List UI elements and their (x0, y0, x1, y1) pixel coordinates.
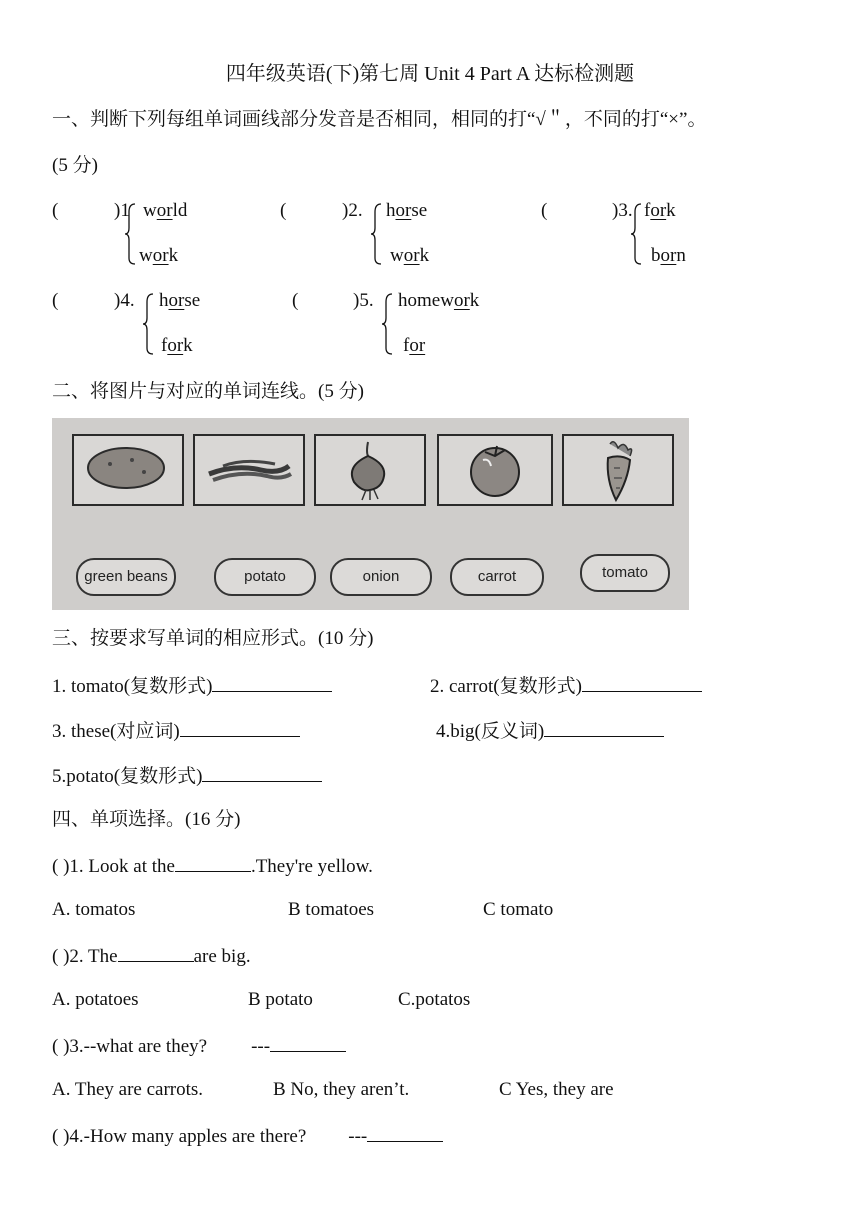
mc-1-option-c[interactable]: C tomato (483, 899, 554, 920)
item-5-number: )5. (353, 290, 374, 311)
section-1-heading: 一、判断下列每组单词画线部分发音是否相同，相同的打“√＂，不同的打“×”。 (52, 109, 707, 130)
section-3-heading: 三、按要求写单词的相应形式。(10 分) (52, 628, 374, 649)
item-3-word-2: born (651, 245, 686, 266)
brace-icon (370, 202, 382, 266)
answer-blank[interactable] (544, 718, 664, 737)
mc-3-option-a[interactable]: A. They are carrots. (52, 1079, 204, 1100)
green-beans-picture[interactable] (193, 434, 305, 506)
onion-picture[interactable] (314, 434, 426, 506)
answer-blank[interactable] (118, 943, 194, 962)
brace-icon (142, 292, 154, 356)
mc-3-stem: ( )3.--what are they? --- (52, 1033, 346, 1059)
q3-2: 2. carrot(复数形式) (430, 673, 702, 699)
item-4-number: )4. (114, 290, 135, 311)
item-5-word-2: for (403, 335, 426, 356)
q3-4: 4.big(反义词) (436, 718, 664, 744)
item-3-word-1: fork (644, 200, 676, 221)
page-title: 四年级英语(下)第七周 Unit 4 Part A 达标检测题 (225, 63, 635, 85)
item-1-word-2: work (139, 245, 179, 266)
brace-icon (630, 202, 642, 266)
q3-1: 1. tomato(复数形式) (52, 673, 332, 699)
item-2-paren: ( (280, 200, 287, 221)
tomato-picture[interactable] (437, 434, 553, 506)
item-1-paren: ( (52, 200, 59, 221)
section-1-score: (5 分) (52, 155, 98, 176)
item-2-word-1: horse (386, 200, 428, 221)
q3-3: 3. these(对应词) (52, 718, 300, 744)
mc-2-option-b[interactable]: B potato (248, 989, 313, 1010)
item-2-word-2: work (390, 245, 430, 266)
item-1-word-1: world (143, 200, 188, 221)
mc-3-option-b[interactable]: B No, they aren’t. (273, 1079, 410, 1100)
potato-icon (74, 436, 182, 504)
mc-3-option-c[interactable]: C Yes, they are (499, 1079, 614, 1100)
answer-blank[interactable] (202, 763, 322, 782)
item-4-word-2: fork (161, 335, 193, 356)
brace-icon (381, 292, 393, 356)
mc-1-stem: ( )1. Look at the .They're yellow. (52, 853, 373, 879)
green-beans-icon (195, 436, 303, 504)
brace-icon (124, 202, 136, 266)
carrot-picture[interactable] (562, 434, 674, 506)
mc-2-option-a[interactable]: A. potatoes (52, 989, 139, 1010)
mc-2-stem: ( )2. The are big. (52, 943, 251, 969)
item-2-number: )2. (342, 200, 363, 221)
mc-2-option-c[interactable]: C.potatos (398, 989, 471, 1010)
mc-1-option-b[interactable]: B tomatoes (288, 899, 375, 920)
item-3-number: )3. (612, 200, 633, 221)
answer-blank[interactable] (212, 673, 332, 692)
mc-4-stem: ( )4.-How many apples are there? --- (52, 1123, 443, 1149)
q3-5: 5.potato(复数形式) (52, 763, 322, 789)
tomato-icon (439, 436, 551, 504)
onion-icon (316, 436, 424, 504)
potato-picture[interactable] (72, 434, 184, 506)
mc-1-option-a[interactable]: A. tomatos (52, 899, 136, 920)
item-5-paren: ( (292, 290, 299, 311)
item-1-number: )1 (114, 200, 130, 221)
answer-blank[interactable] (582, 673, 702, 692)
word-cloud-potato[interactable]: potato (214, 558, 316, 596)
item-3-paren: ( (541, 200, 548, 221)
answer-blank[interactable] (270, 1033, 346, 1052)
answer-blank[interactable] (180, 718, 300, 737)
answer-blank[interactable] (367, 1123, 443, 1142)
word-cloud-carrot[interactable]: carrot (450, 558, 544, 596)
word-cloud-green-beans[interactable]: green beans (76, 558, 176, 596)
item-5-word-1: homework (398, 290, 480, 311)
section-2-heading: 二、将图片与对应的单词连线。(5 分) (52, 381, 364, 402)
word-cloud-tomato[interactable]: tomato (580, 554, 670, 592)
item-4-word-1: horse (159, 290, 201, 311)
vegetables-photo (52, 418, 689, 610)
item-4-paren: ( (52, 290, 59, 311)
word-cloud-onion[interactable]: onion (330, 558, 432, 596)
carrot-icon (564, 436, 672, 504)
section-4-heading: 四、单项选择。(16 分) (52, 809, 241, 830)
answer-blank[interactable] (175, 853, 251, 872)
